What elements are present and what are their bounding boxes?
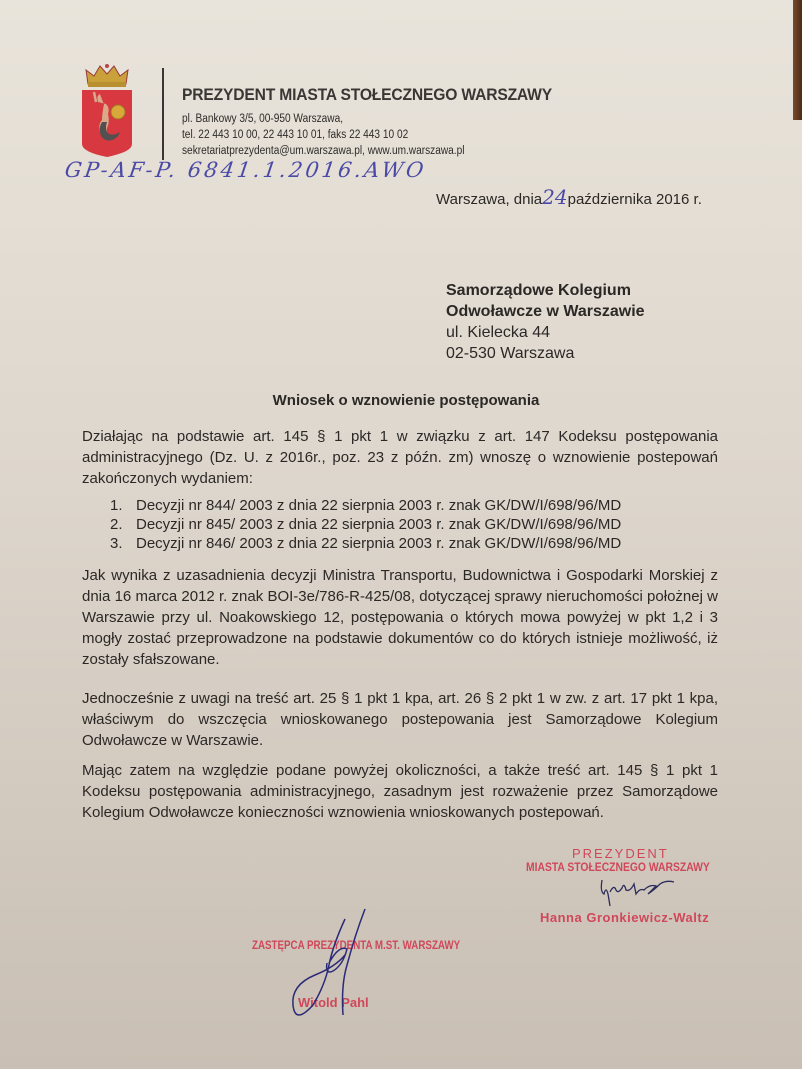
body-paragraph-4: Mając zatem na względzie podane powyżej okoliczności, a także treść art. 145 § 1 pkt 1 Kodeksu postępowania administracyjnego, zasadnym jest rozważenie przez Samorządowe Kolegium Odwoławcze konieczności wznowienia wnioskowanych postepowań. [82,762,718,821]
addressee-city: 02-530 Warszawa [446,345,575,362]
deputy-name: Witold Pahl [298,995,369,1010]
decision-item: 1. Decyzji nr 844/ 2003 z dnia 22 sierpnia 2003 r. znak GK/DW/I/698/96/MD [110,497,622,514]
decisions-list [110,496,621,553]
president-signature-icon [596,872,686,908]
deputy-signature-icon [285,905,375,1035]
date-prefix: Warszawa, dnia [436,191,543,208]
body-paragraph-3: Jednocześnie z uwagi na treść art. 25 § 1 pkt 1 kpa, art. 26 § 2 pkt 1 w zw. z art. 17 pkt 1 kpa, właściwym do wszczęcia wnioskowanego postepowania jest Samorządowe Kolegium Odwoławcze w Warszawie. [82,690,718,749]
president-stamp-title: PREZYDENT [572,846,669,861]
letter-date [436,185,702,209]
decision-item: 3. Decyzji nr 846/ 2003 z dnia 22 sierpnia 2003 r. znak GK/DW/I/698/96/MD [110,535,622,552]
president-name: Hanna Gronkiewicz-Waltz [540,910,710,925]
letter-subject: Wniosek o wznowienie postępowania [272,392,540,409]
letterhead-contact: sekretariatprezydenta@um.warszawa.pl, www.um.warszawa.pl [182,145,465,157]
deputy-stamp-title: ZASTĘPCA PREZYDENTA M.ST. WARSZAWY [252,940,461,952]
decision-item: 2. Decyzji nr 845/ 2003 z dnia 22 sierpnia 2003 r. znak GK/DW/I/698/96/MD [110,516,622,533]
letterhead-title: PREZYDENT MIASTA STOŁECZNEGO WARSZAWY [182,85,553,104]
addressee-street: ul. Kielecka 44 [446,324,551,341]
body-paragraph-1: Działając na podstawie art. 145 § 1 pkt 1 w związku z art. 147 Kodeksu postępowania administracyjnego (Dz. U. z 2016r., poz. 23 z późn. zm) wnoszę o wznowienie postepowań zakończonych wydaniem: [82,428,718,487]
letterhead-address: pl. Bankowy 3/5, 00-950 Warszawa, [182,113,344,125]
warsaw-coat-of-arms-icon [80,62,134,158]
letterhead-phones: tel. 22 443 10 00, 22 443 10 01, faks 22 443 10 02 [182,129,409,141]
addressee-block [446,280,645,364]
addressee-line-2: Odwoławcze w Warszawie [446,303,645,320]
addressee-line-1: Samorządowe Kolegium [446,282,631,299]
body-paragraph-2: Jak wynika z uzasadnienia decyzji Ministra Transportu, Budownictwa i Gospodarki Morskiej z dnia 16 marca 2012 r. znak BOI-3e/786-R-425/08, dotyczącej sprawy nieruchomości położnej w Warszawie przy ul. Noakowskiego 12, postępowania o których mowa powyżej w pkt 1,2 i 3 mogły zostać przeprowadzone na podstawie dokumentów co do których istnieje możliwość, iż zostały sfałszowane. [82,567,718,668]
date-suffix: października 2016 r. [567,191,702,208]
date-day-handwritten: 24 [542,185,568,209]
president-stamp-city: MIASTA STOŁECZNEGO WARSZAWY [526,862,710,874]
letterhead-divider [162,68,164,160]
reference-number: GP-AF-P. 6841.1.2016.AWO [63,158,429,182]
